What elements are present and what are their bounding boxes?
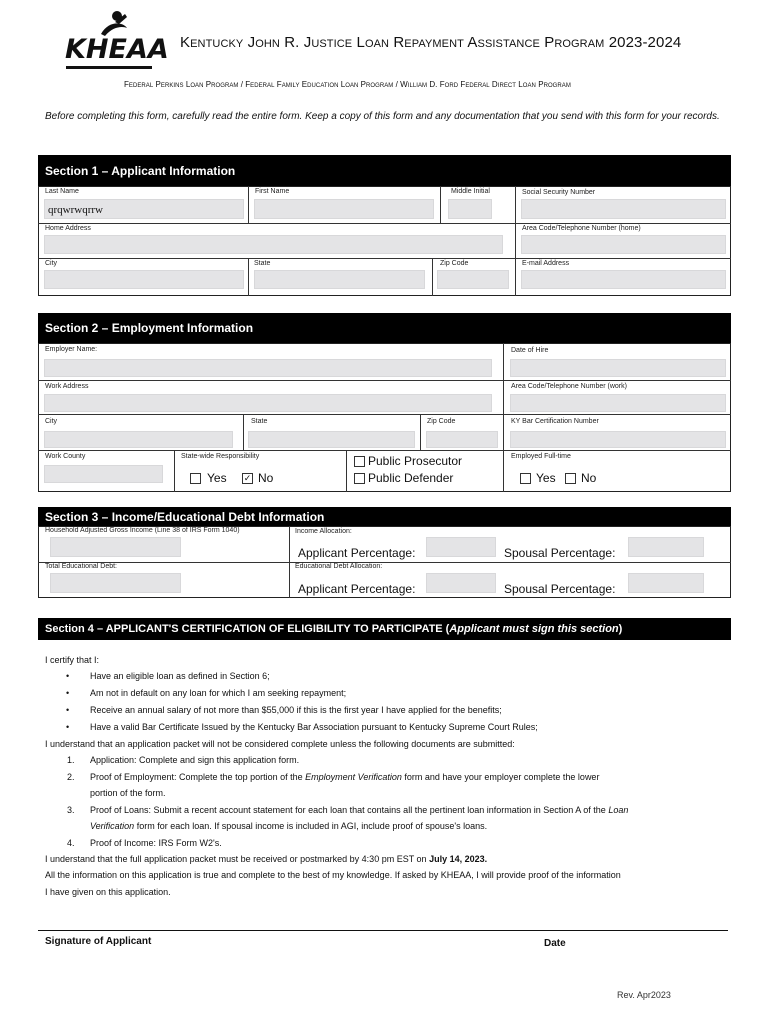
first-name-field[interactable] [254,199,434,219]
work-zip-field[interactable] [426,431,498,448]
section2-header [38,313,731,343]
fulltime-label: Employed Full-time [511,453,571,460]
kheaa-logo: KHEAA [65,34,169,65]
logo-underline [66,66,152,69]
work-state-field[interactable] [248,431,415,448]
s1-divider [515,186,516,296]
income-spousal-pct-field[interactable] [628,537,704,557]
ssn-label: Social Security Number [522,189,596,196]
document-item-employment: Proof of Employment: Complete the top portion of the Employment Verification form and have your employer complete the lower [90,772,600,782]
prosecutor-checkbox[interactable] [354,456,365,467]
instructions-text: Before completing this form, carefully read the entire form. Keep a copy of this form and any documentation that you send with this form for your records. [45,111,720,122]
section3-row-divider [38,562,731,563]
work-phone-label: Area Code/Telephone Number (work) [511,383,627,390]
income-applicant-pct-label: Applicant Percentage: [298,546,416,560]
hire-date-label: Date of Hire [511,347,549,354]
debt-alloc-label: Educational Debt Allocation: [295,563,383,570]
home-phone-field[interactable] [521,235,726,254]
zip-label: Zip Code [440,260,469,267]
city-label: City [45,260,58,267]
fulltime-no-checkbox[interactable] [565,473,576,484]
work-city-label: City [45,418,58,425]
statewide-yes-label: Yes [207,471,227,485]
fulltime-yes-checkbox[interactable] [520,473,531,484]
signature-label: Signature of Applicant [45,936,152,947]
s1-divider [248,258,249,296]
work-city-field[interactable] [44,431,233,448]
middle-initial-label: Middle Initial [451,188,490,195]
section2-row-divider-2 [38,414,731,415]
debt-spousal-pct-field[interactable] [628,573,704,593]
certify-item: Receive an annual salary of not more than $55,000 if this is the first year I have applied for the benefits; [90,705,502,715]
work-zip-label: Zip Code [427,418,456,425]
agi-field[interactable] [50,537,181,557]
statewide-label: State-wide Responsibility [181,453,260,460]
fulltime-no-label: No [581,471,597,485]
s1-divider [432,258,433,296]
statewide-no-label: No [258,471,274,485]
work-county-label: Work County [45,453,86,460]
item-number: 2. [67,772,75,782]
ssn-field[interactable] [521,199,726,219]
section2-row-divider-3 [38,450,731,451]
income-alloc-label: Income Allocation: [295,528,352,535]
bar-cert-field[interactable] [510,431,726,448]
section1-row-divider-1 [38,223,731,224]
defender-label: Public Defender [368,471,454,485]
section1-header [38,155,731,186]
defender-checkbox[interactable] [354,473,365,484]
section1-title: Section 1 – Applicant Information [45,163,236,178]
section2-row-divider-1 [38,380,731,381]
s2-divider [346,450,347,492]
email-label: E-mail Address [522,260,570,267]
deadline-text: I understand that the full application packet must be received or postmarked by 4:30 pm EST on July 14, 2023. [45,854,488,864]
s2-divider [420,414,421,450]
income-spousal-pct-label: Spousal Percentage: [504,546,616,560]
section4-title: Section 4 – APPLICANT'S CERTIFICATION OF ELIGIBILITY TO PARTICIPATE (Applicant must sign this section) [45,623,623,635]
total-debt-label: Total Educational Debt: [45,563,117,570]
debt-applicant-pct-field[interactable] [426,573,496,593]
fulltime-yes-label: Yes [536,471,556,485]
document-item-employment-cont: portion of the form. [90,788,166,798]
section1-row-divider-2 [38,258,731,259]
item-number: 1. [67,755,75,765]
item-number: 3. [67,805,75,815]
certify-intro: I certify that I: [45,655,100,665]
agi-label: Household Adjusted Gross Income (Line 38 of IRS Form 1040) [45,527,240,534]
checkmark-icon: ✓ [243,473,252,483]
home-address-field[interactable] [44,235,503,254]
last-name-value: qrqwrwqrrw [48,204,103,216]
employer-label: Employer Name: [45,346,98,353]
bullet-icon: • [66,688,70,698]
s2-divider [174,450,175,492]
s2-divider [243,414,244,450]
debt-applicant-pct-label: Applicant Percentage: [298,582,416,596]
document-item-loans: Proof of Loans: Submit a recent account statement for each loan that contains all the pertinent loan information in Section A of the Loan [90,805,629,815]
work-address-field[interactable] [44,394,492,412]
last-name-label: Last Name [45,188,79,195]
certify-item: Have a valid Bar Certificate Issued by the Kentucky Bar Association pursuant to Kentucky Supreme Court Rules; [90,722,538,732]
statewide-yes-checkbox[interactable] [190,473,201,484]
certify-item: Have an eligible loan as defined in Section 6; [90,671,270,681]
email-field[interactable] [521,270,726,289]
home-phone-label: Area Code/Telephone Number (home) [522,225,641,232]
s3-divider [289,526,290,598]
truth-statement-cont: I have given on this application. [45,887,171,897]
bullet-icon: • [66,722,70,732]
document-item-income: Proof of Income: IRS Form W2's. [90,838,222,848]
work-county-field[interactable] [44,465,163,483]
state-field[interactable] [254,270,425,289]
bullet-icon: • [66,705,70,715]
home-address-label: Home Address [45,225,91,232]
work-state-label: State [251,418,268,425]
item-number: 4. [67,838,75,848]
bullet-icon: • [66,671,70,681]
section2-title: Section 2 – Employment Information [45,321,254,335]
date-label: Date [544,938,566,949]
s1-divider [248,186,249,223]
state-label: State [254,260,271,267]
document-item-application: Application: Complete and sign this application form. [90,755,300,765]
zip-field[interactable] [437,270,509,289]
work-phone-field[interactable] [510,394,726,412]
program-subtitle: Federal Perkins Loan Program / Federal Family Education Loan Program / William D. Ford Federal Direct Loan Program [124,80,571,89]
bar-cert-label: KY Bar Certification Number [511,418,599,425]
truth-statement: All the information on this application is true and complete to the best of my knowledge. If asked by KHEAA, I will provide proof of the information [45,870,621,880]
middle-initial-field[interactable] [448,199,492,219]
work-address-label: Work Address [45,383,89,390]
revision-label: Rev. Apr2023 [617,990,671,1000]
section3-title: Section 3 – Income/Educational Debt Information [45,509,325,524]
certify-item: Am not in default on any loan for which I am seeking repayment; [90,688,347,698]
document-item-loans-cont: Verification form for each loan. If spousal income is included in AGI, include proof of spouse's loans. [90,821,488,831]
documents-intro: I understand that an application packet will not be considered complete unless the following documents are submitted: [45,739,515,749]
section4-header [38,618,731,640]
form-title: Kentucky John R. Justice Loan Repayment Assistance Program 2023-2024 [180,34,682,51]
debt-spousal-pct-label: Spousal Percentage: [504,582,616,596]
city-field[interactable] [44,270,244,289]
employer-field[interactable] [44,359,492,377]
section3-header [38,507,731,526]
income-applicant-pct-field[interactable] [426,537,496,557]
statewide-no-checkbox[interactable] [242,473,253,484]
signature-line[interactable] [38,930,728,931]
hire-date-field[interactable] [510,359,726,377]
prosecutor-label: Public Prosecutor [368,454,463,468]
last-name-field[interactable] [44,199,244,219]
s1-divider [440,186,441,223]
s2-divider [503,343,504,492]
first-name-label: First Name [255,188,290,195]
total-debt-field[interactable] [50,573,181,593]
